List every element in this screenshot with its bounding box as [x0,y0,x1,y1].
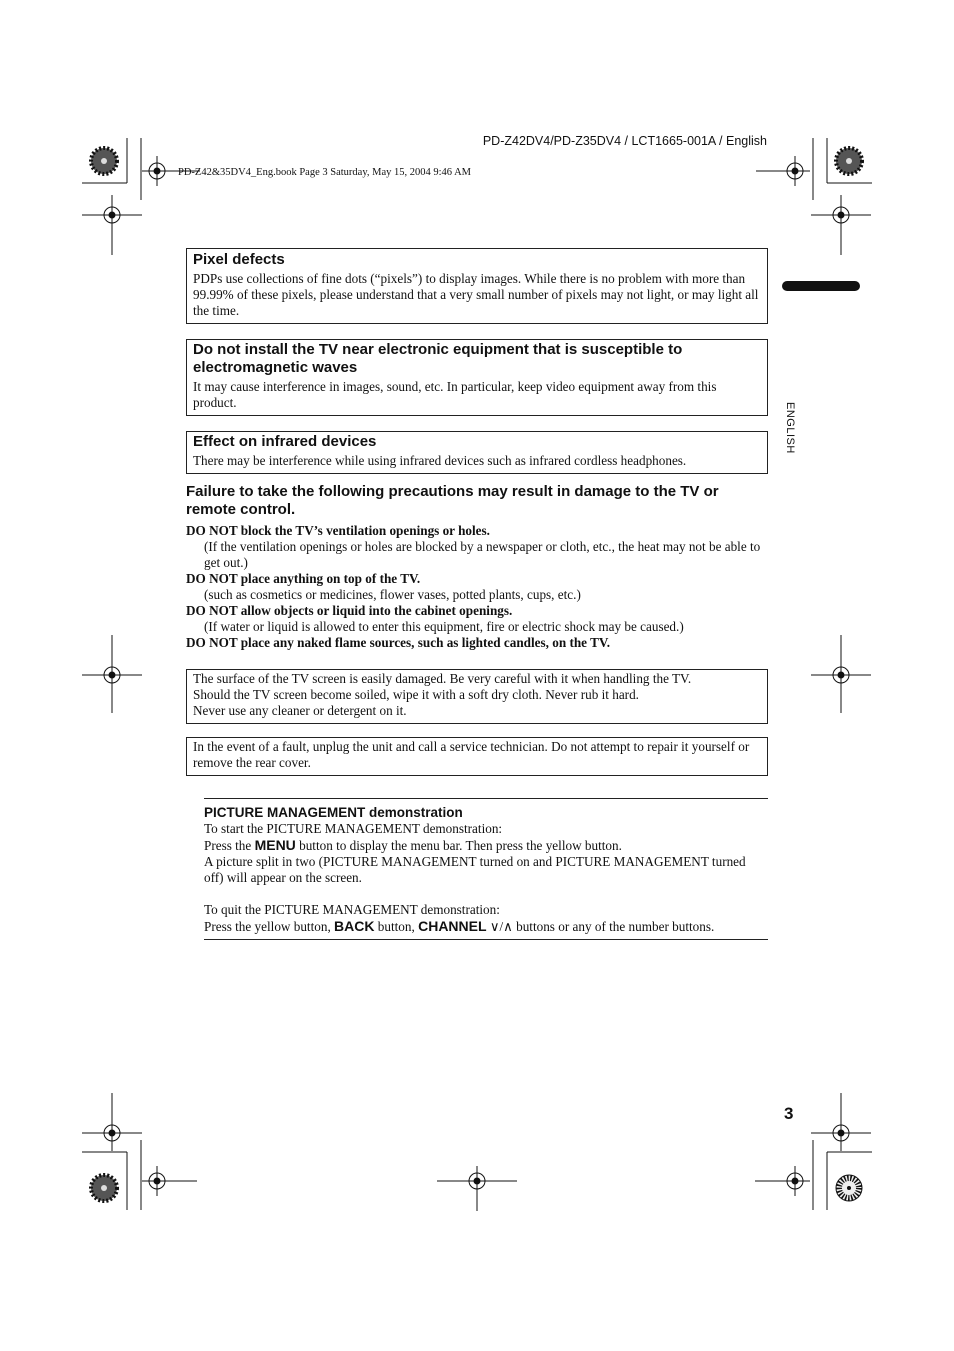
precaution-head: DO NOT place any naked flame sources, such as lighted candles, on the TV. [186,635,611,650]
pixel-defects-body: PDPs use collections of fine dots (“pixels”) to display images. While there is no problem with more than 99.99% of these pixels, please understand that a very small number of pixels may not light, or may light all the time. [193,271,759,318]
infrared-box [186,431,768,474]
channel-key-label: CHANNEL [418,918,487,934]
precautions-title: Failure to take the following precautions may result in damage to the TV or remote control. [186,483,719,518]
screen-care-line: Never use any cleaner or detergent on it. [193,703,407,718]
fault-box [186,737,768,776]
pixel-defects-title: Pixel defects [193,251,285,268]
precaution-head: DO NOT place anything on top of the TV. [186,571,421,586]
screen-care-line: Should the TV screen become soiled, wipe it with a soft dry cloth. Never rub it hard. [193,687,639,702]
electromagnetic-body: It may cause interference in images, sound, etc. In particular, keep video equipment away from this product. [193,379,717,410]
demo-press-post: button to display the menu bar. Then press the yellow button. [295,838,622,853]
fault-body: In the event of a fault, unplug the unit and call a service technician. Do not attempt to repair it yourself or remove the rear cover. [193,739,750,770]
pixel-defects-box [186,248,768,324]
precautions-list [186,523,768,651]
precaution-detail: (such as cosmetics or medicines, flower vases, potted plants, cups, etc.) [204,587,581,602]
page-number: 3 [784,1104,794,1123]
language-label: ENGLISH [784,402,796,454]
demo-press-line [204,837,768,854]
language-tab-bar [782,281,860,291]
electromagnetic-title: Do not install the TV near electronic equipment that is susceptible to electromagnetic waves [193,341,683,376]
demo-quit-pre: Press the yellow button, [204,919,335,934]
demo-start-intro: To start the PICTURE MANAGEMENT demonstration: [204,821,503,836]
electromagnetic-box [186,339,768,416]
demo-quit-intro: To quit the PICTURE MANAGEMENT demonstration: [204,902,500,917]
demo-quit-line [204,918,768,935]
precaution-head: DO NOT block the TV’s ventilation openings or holes. [186,523,490,538]
screen-care-box [186,669,768,724]
back-key-label: BACK [334,918,375,934]
menu-key-label: MENU [254,837,296,853]
demo-quit-mid: button, [374,919,419,934]
infrared-title: Effect on infrared devices [193,433,377,450]
demo-quit-post: ∨/∧ buttons or any of the number buttons. [486,919,715,934]
demo-press-pre: Press the [204,838,255,853]
precaution-head: DO NOT allow objects or liquid into the cabinet openings. [186,603,513,618]
book-info: PD-Z42&35DV4_Eng.book Page 3 Saturday, May 15, 2004 9:46 AM [178,167,472,178]
model-code: PD-Z42DV4/PD-Z35DV4 / LCT1665-001A / English [482,134,767,148]
screen-care-line: The surface of the TV screen is easily damaged. Be very careful with it when handling the TV. [193,671,692,686]
demo-title: PICTURE MANAGEMENT demonstration [204,805,463,820]
precaution-detail: (If water or liquid is allowed to enter this equipment, fire or electric shock may be caused.) [204,619,684,634]
demo-split-text: A picture split in two (PICTURE MANAGEMENT turned on and PICTURE MANAGEMENT turned off) will appear on the screen. [204,854,746,885]
precaution-detail: (If the ventilation openings or holes are blocked by a newspaper or cloth, etc., the heat may not be able to get out.) [204,539,761,570]
demo-section [204,798,768,940]
infrared-body: There may be interference while using infrared devices such as infrared cordless headphones. [193,453,687,468]
